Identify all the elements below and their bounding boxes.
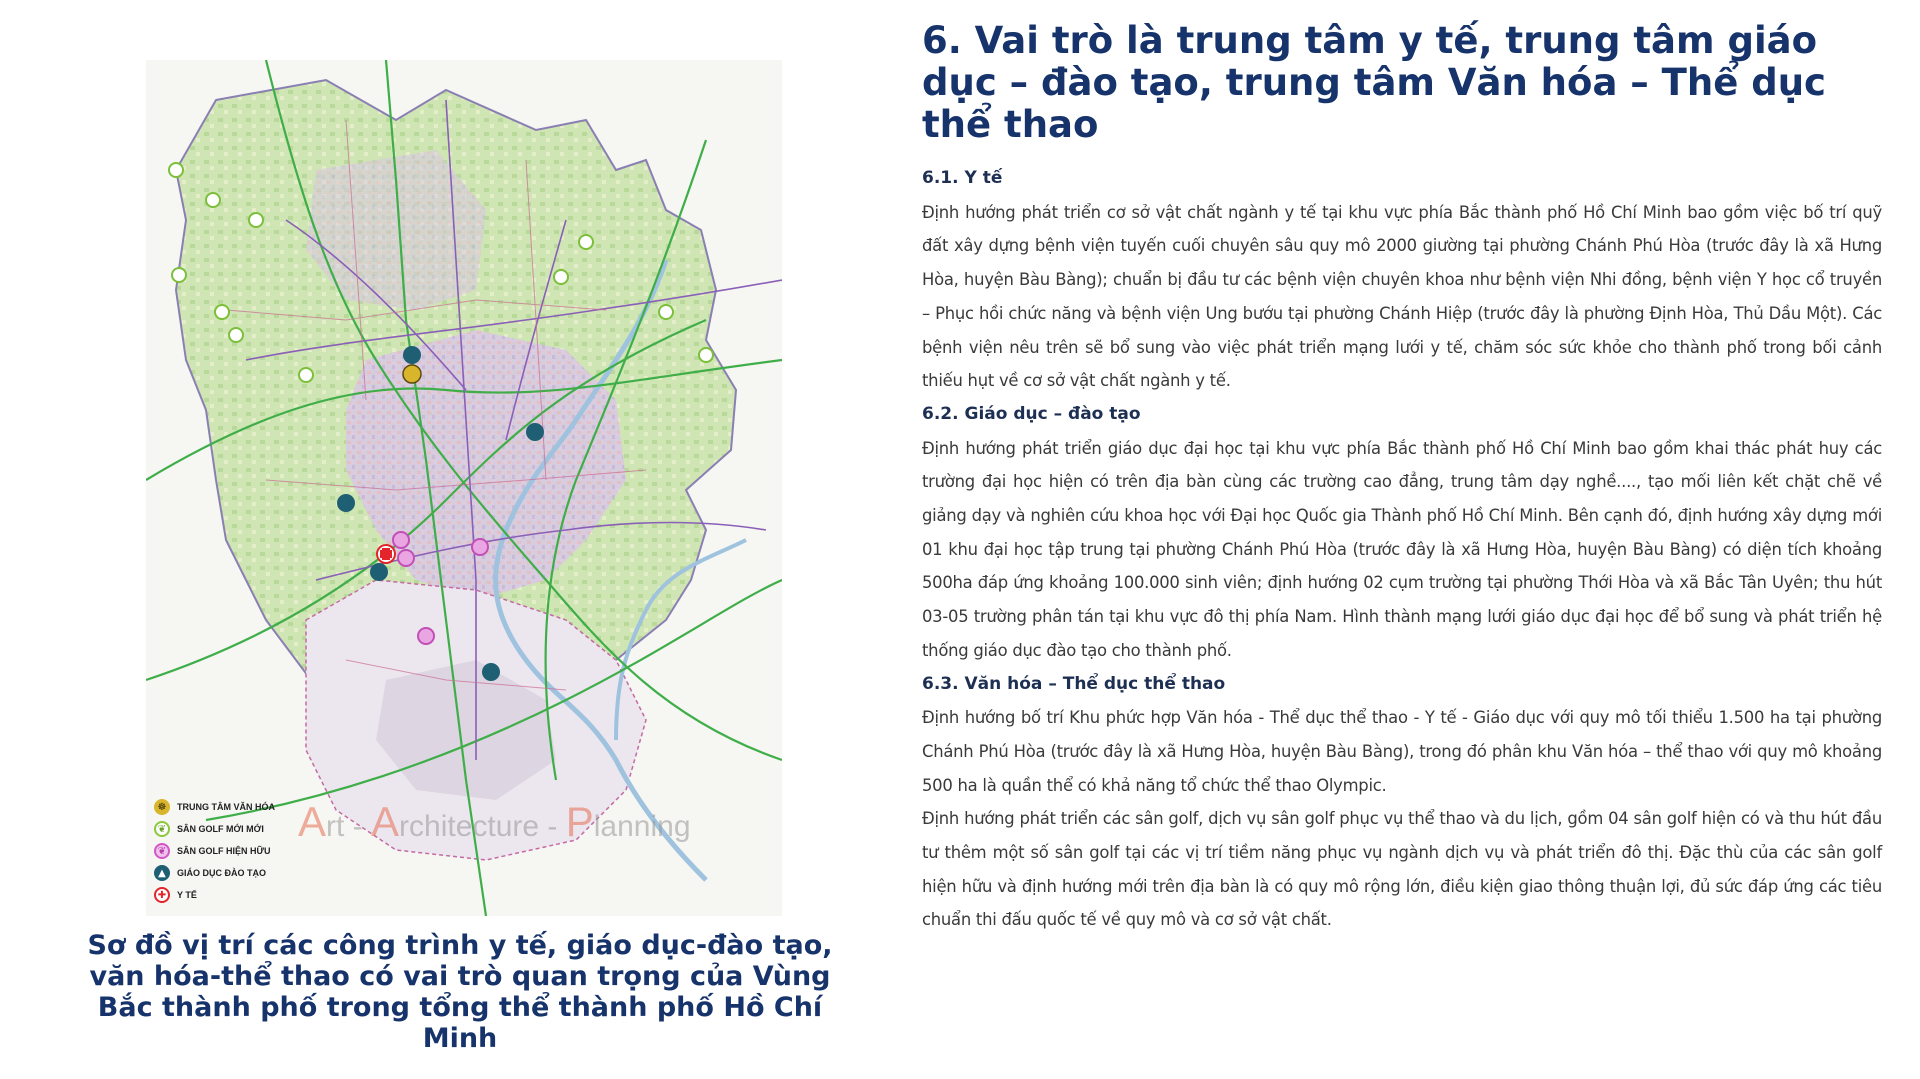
map-drawing [146,60,782,916]
page-title: 6. Vai trò là trung tâm y tế, trung tâm giáo dục – đào tạo, trung tâm Văn hóa – Thể dục thể thao [922,19,1826,146]
section-body-culture: Định hướng bố trí Khu phức hợp Văn hóa - Thể dục thể thao - Y tế - Giáo dục với quy mô tối thiểu 1.500 ha tại phường Chánh Phú Hòa (trước đây là xã Hưng Hòa, huyện Bàu Bàng), trong đó phân khu Văn hóa – thể thao với quy mô khoảng 500 ha là quần thể có khả năng tổ chức thể thao Olympic. [922,708,1882,795]
legend-label: TRUNG TÂM VĂN HÓA [177,802,275,812]
legend-label: SÂN GOLF MỚI MỚI [177,824,264,834]
legend-item-culture [154,796,294,818]
map-caption: Sơ đồ vị trí các công trình y tế, giáo dục-đào tạo, văn hóa-thể thao có vai trò quan trọng của Vùng Bắc thành phố trong tổng thể thành phố Hồ Chí Minh [87,930,833,1054]
content-body [922,162,1882,937]
education-icon: ▲ [154,865,170,881]
existing-golf-icon: ❦ [154,843,170,859]
legend-item-new-golf [154,818,294,840]
new-golf-icon: ❦ [154,821,170,837]
watermark-letter: A [298,798,327,845]
watermark-letter: A [371,798,400,845]
watermark-text: rt - [326,810,372,843]
section-body-golf: Định hướng phát triển các sân golf, dịch vụ sân golf phục vụ thể thao và du lịch, gồm 04 sân golf hiện có và thu hút đầu tư thêm một số sân golf tại các vị trí tiềm năng phục vụ ngành dịch vụ và phát triển đô thị. Đặc thù của các sân golf hiện hữu và định hướng mới trên địa bàn là có quy mô rộng lớn, điều kiện giao thông thuận lợi, đủ sức đáp ứng các tiêu chuẩn thi đấu quốc tế về quy mô và cơ sở vật chất. [922,809,1882,930]
section-body-health: Định hướng phát triển cơ sở vật chất ngành y tế tại khu vực phía Bắc thành phố Hồ Chí Minh bao gồm việc bố trí quỹ đất xây dựng bệnh viện tuyến cuối chuyên sâu quy mô 2000 giường tại phường Chánh Phú Hòa (trước đây là xã Hưng Hòa, huyện Bàu Bàng); chuẩn bị đầu tư các bệnh viện chuyên khoa như bệnh viện Nhi đồng, bệnh viện Y học cổ truyền – Phục hồi chức năng và bệnh viện Ung bướu tại phường Chánh Hiệp (trước đây là phường Định Hòa, Thủ Dầu Một). Các bệnh viện nêu trên sẽ bổ sung vào việc phát triển mạng lưới y tế, chăm sóc sức khỏe cho thành phố trong bối cảnh thiếu hụt về cơ sở vật chất ngành y tế. [922,202,1882,391]
map-legend [154,796,294,906]
planning-map [146,60,782,916]
culture-center-icon: ☸ [154,799,170,815]
watermark-letter: P [565,798,594,845]
health-icon: ✚ [154,887,170,903]
watermark-text: rchitecture - [399,810,566,843]
watermark-text: lanning [593,810,691,843]
legend-item-education [154,862,294,884]
legend-label: Y TẾ [177,890,197,900]
legend-label: GIÁO DỤC ĐÀO TẠO [177,868,266,878]
section-heading-education: 6.2. Giáo dục – đào tạo [922,403,1141,424]
legend-item-existing-golf [154,840,294,862]
legend-label: SÂN GOLF HIỆN HỮU [177,846,271,856]
section-heading-health: 6.1. Y tế [922,168,1003,188]
watermark-logo [298,798,691,846]
culture-center-marker [403,365,421,383]
health-marker [377,545,395,563]
section-body-education: Định hướng phát triển giáo dục đại học tại khu vực phía Bắc thành phố Hồ Chí Minh bao gồm khai thác phát huy các trường đại học hiện có trên địa bàn cùng các trường cao đẳng, trung tâm dạy nghề...., tạo mối liên kết chặt chẽ về giảng dạy và nghiên cứu khoa học với Đại học Quốc gia Thành phố Hồ Chí Minh. Bên cạnh đó, định hướng xây dựng mới 01 khu đại học tập trung tại phường Chánh Phú Hòa (trước đây là xã Hưng Hòa, huyện Bàu Bàng) có diện tích khoảng 500ha đáp ứng khoảng 100.000 sinh viên; định hướng 02 cụm trường tại phường Thới Hòa và xã Bắc Tân Uyên; thu hút 03-05 trường phân tán tại khu vực đô thị phía Nam. Hình thành mạng lưới giáo dục đại học để bổ sung và phát triển hệ thống giáo dục đào tạo cho thành phố. [922,438,1882,660]
section-heading-culture: 6.3. Văn hóa – Thể dục thể thao [922,673,1226,694]
legend-item-health [154,884,294,906]
